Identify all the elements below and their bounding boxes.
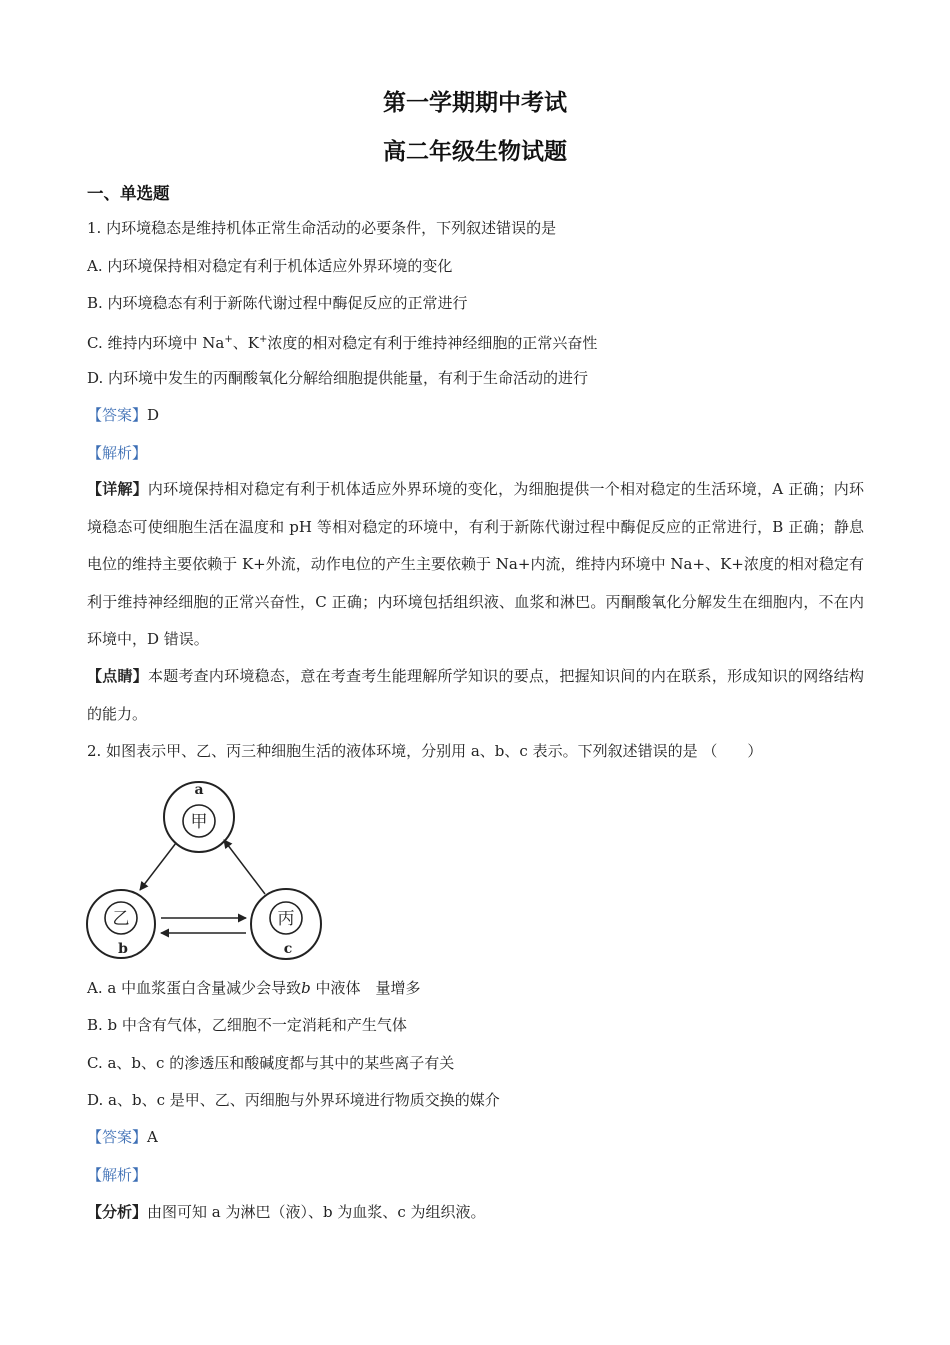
q1-option-c-prefix: C. 维持内环境中 Na bbox=[87, 334, 225, 352]
q1-option-d: D. 内环境中发生的丙酮酸氧化分解给细胞提供能量，有利于生命活动的进行 bbox=[87, 369, 589, 387]
q1-comment-paragraph bbox=[87, 658, 864, 733]
q2-option-a-prefix: A. a 中血浆蛋白含量减少会导致 bbox=[87, 979, 302, 997]
exam-subtitle: 高二年级生物试题 bbox=[383, 139, 567, 165]
q2-fenxi bbox=[87, 1202, 486, 1222]
q2-stem: 2. 如图表示甲、乙、丙三种细胞生活的液体环境，分别用 a、b、c 表示。下列叙述错误的是 （ ） bbox=[87, 742, 763, 760]
q1-answer bbox=[87, 405, 159, 425]
q2-option-a bbox=[87, 978, 420, 998]
q2-option-a-italic: b bbox=[301, 979, 311, 997]
answer-value: A bbox=[147, 1128, 158, 1146]
cell-jia-label: 甲 bbox=[190, 812, 208, 832]
analysis-tag: 【解析】 bbox=[87, 444, 148, 462]
fenxi-tag: 【分析】 bbox=[87, 1203, 148, 1221]
q2-answer bbox=[87, 1127, 158, 1147]
analysis-tag: 【解析】 bbox=[87, 1166, 148, 1184]
cell-yi-label: 乙 bbox=[112, 909, 130, 929]
fluid-environment-diagram bbox=[82, 774, 332, 964]
fluid-c-label: c bbox=[283, 941, 293, 957]
q2-option-a-suffix: 中液体 量增多 bbox=[310, 979, 421, 997]
fluid-a-label: a bbox=[194, 782, 204, 798]
q2-option-c: C. a、b、c 的渗透压和酸碱度都与其中的某些离子有关 bbox=[87, 1054, 455, 1072]
cell-bing-label: 丙 bbox=[277, 909, 295, 929]
q2-option-b: B. b 中含有气体，乙细胞不一定消耗和产生气体 bbox=[87, 1016, 407, 1034]
detail-tag: 【详解】 bbox=[87, 480, 148, 498]
q1-option-c-suffix: 浓度的相对稳定有利于维持神经细胞的正常兴奋性 bbox=[267, 334, 598, 352]
q1-option-b: B. 内环境稳态有利于新陈代谢过程中酶促反应的正常进行 bbox=[87, 294, 468, 312]
fluid-b-label: b bbox=[118, 941, 128, 957]
q2-option-d: D. a、b、c 是甲、乙、丙细胞与外界环境进行物质交换的媒介 bbox=[87, 1091, 500, 1109]
comment-tag: 【点睛】 bbox=[87, 667, 148, 685]
section-heading: 一、单选题 bbox=[87, 184, 170, 203]
arrow-a-to-b bbox=[140, 843, 176, 890]
answer-value: D bbox=[147, 406, 160, 424]
answer-tag: 【答案】 bbox=[87, 406, 148, 424]
q1-option-a: A. 内环境保持相对稳定有利于机体适应外界环境的变化 bbox=[87, 257, 453, 275]
q1-detail-paragraph bbox=[87, 471, 864, 659]
exam-title: 第一学期期中考试 bbox=[383, 90, 567, 116]
q1-analysis-tag bbox=[87, 443, 147, 463]
arrow-c-to-a bbox=[224, 840, 265, 894]
q2-analysis-tag bbox=[87, 1165, 147, 1185]
detail-text: 内环境保持相对稳定有利于机体适应外界环境的变化，为细胞提供一个相对稳定的生活环境，A 正确；内环境稳态可使细胞生活在温度和 pH 等相对稳定的环境中，有利于新陈代谢过程中酶促反应的正常进行，B 正确；静息电位的维持主要依赖于 K+外流，动作电位的产生主要依赖于 Na+内流，维持内环境中 Na+、K+浓度的相对稳定有利于维持神经细胞的正常兴奋性，C 正确；内环境包括组织液、血浆和淋巴。丙酮酸氧化分解发生在细胞内，不在内环境中，D 错误。 bbox=[87, 480, 864, 648]
q1-stem: 1. 内环境稳态是维持机体正常生命活动的必要条件，下列叙述错误的是 bbox=[87, 219, 557, 237]
q1-option-c-sup1: + bbox=[224, 334, 233, 345]
q1-option-c bbox=[87, 330, 597, 353]
answer-tag: 【答案】 bbox=[87, 1128, 148, 1146]
q1-option-c-sup2: + bbox=[258, 334, 268, 345]
q1-option-c-mid: 、K bbox=[232, 334, 259, 352]
fenxi-text: 由图可知 a 为淋巴（液）、b 为血浆、c 为组织液。 bbox=[147, 1203, 486, 1221]
comment-text: 本题考查内环境稳态，意在考查考生能理解所学知识的要点，把握知识间的内在联系，形成知识的网络结构的能力。 bbox=[87, 667, 864, 723]
